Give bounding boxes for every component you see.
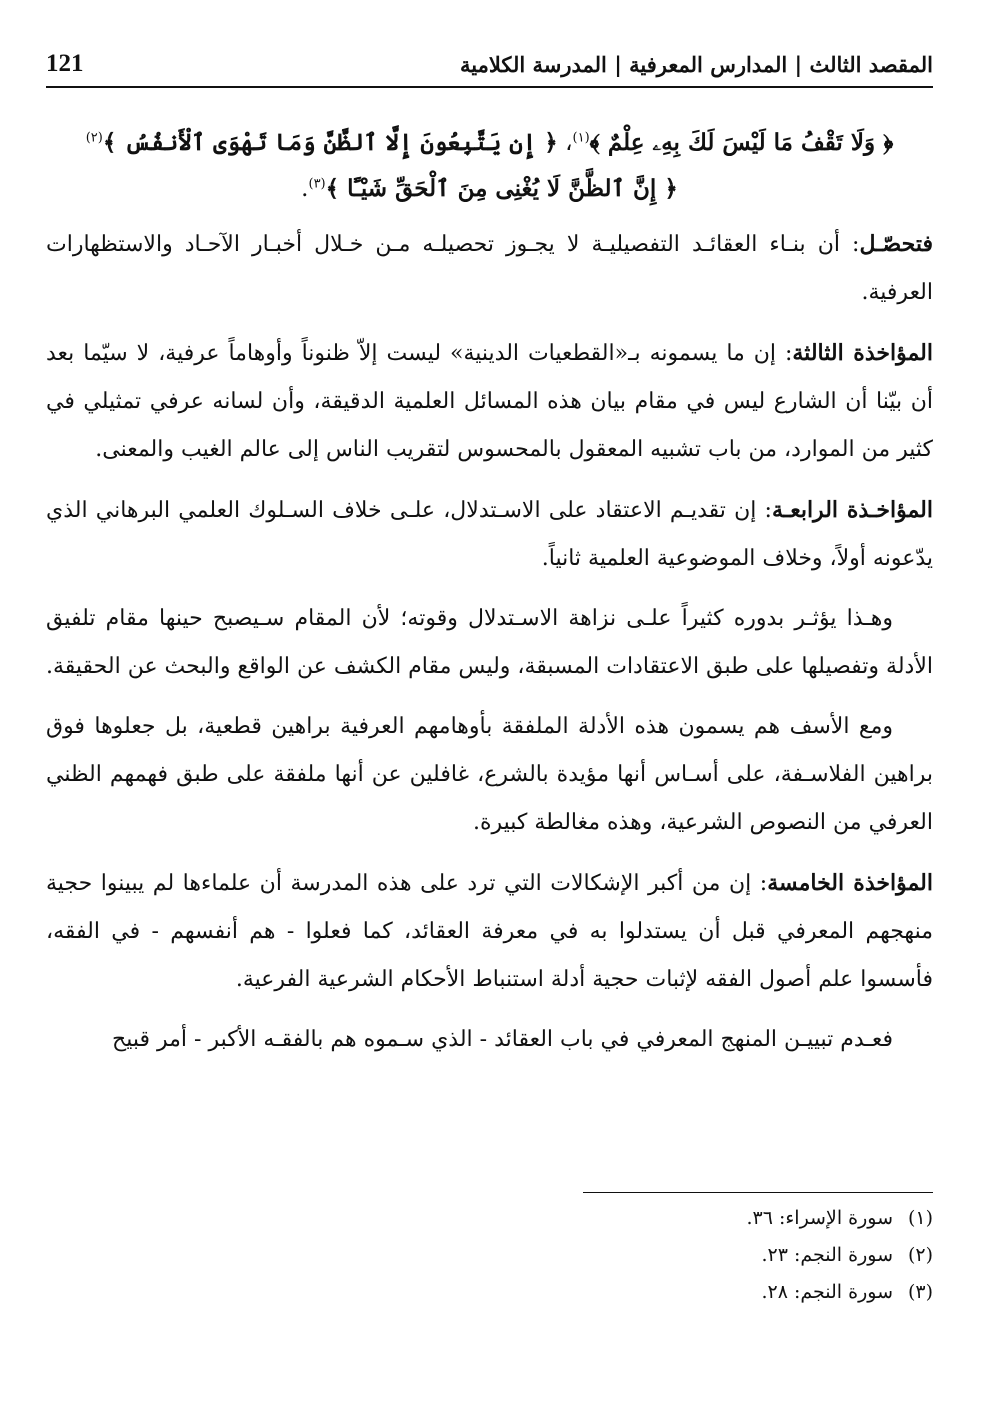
- verse-separator: ،: [565, 130, 573, 156]
- paragraph-lead: فتحصّـل: [859, 231, 933, 257]
- verse-3-ref: (٣): [308, 176, 326, 192]
- paragraph: [46, 329, 933, 474]
- paragraph: [46, 1016, 933, 1064]
- paragraph: [46, 703, 933, 847]
- paragraph-lead: المؤاخـذة الرابعـة: [771, 497, 933, 523]
- paragraph-text: : إن ما يسمونه بـ«القطعيات الدينية» ليست إلاّ ظنوناً وأوهاماً عرفية، لا سيّما بعد أن بيّنا أن الشارع ليس في مقام بيان هذه المسائل العلمية الدقيقة، وأن لسانه عرفي تمثيلي في كثير من الموارد، من باب تشبيه المعقول بالمحسوس لتقريب الناس إلى عالم الغيب والمعنى.: [46, 341, 933, 462]
- verse-2-ref: (٢): [85, 130, 103, 146]
- paragraph: [46, 486, 933, 583]
- paragraph-text: وهـذا يؤثـر بدوره كثيراً علـى نزاهة الاسـتدلال وقوته؛ لأن المقام سـيصبح حينها مقام تلفيق الأدلة وتفصيلها على طبق الاعتقادات المسبقة، وليس مقام الكشف عن الواقع والبحث عن الحقيقة.: [46, 606, 933, 679]
- verse-1: ﴿ وَلَا تَقْفُ مَا لَيْسَ لَكَ بِهِۦ عِلْمٌ ﴾: [589, 129, 894, 156]
- footnote: [233, 1274, 933, 1311]
- paragraph: [46, 595, 933, 691]
- footnote: [233, 1237, 933, 1274]
- footnotes: [233, 1200, 933, 1311]
- footnote: [233, 1200, 933, 1237]
- verse-1-ref: (١): [572, 130, 590, 146]
- paragraph-text: : إن تقديـم الاعتقاد على الاسـتدلال، علـى خلاف السـلوك العلمي البرهاني الذي يدّعونه أولاً، وخلاف الموضوعية العلمية ثانياً.: [46, 498, 933, 571]
- running-title: المقصد الثالث | المدارس المعرفية | المدرسة الكلامية: [459, 51, 933, 77]
- page-number: 121: [46, 50, 84, 77]
- verse-end: .: [301, 176, 309, 202]
- page-header: [46, 42, 933, 88]
- quran-verses: [46, 120, 933, 212]
- verse-2: ﴿ إِن يَتَّبِعُونَ إِلَّا ٱلظَّنَّ وَمَا تَهْوَى ٱلْأَنفُسُ ﴾: [102, 129, 558, 156]
- paragraph: [46, 220, 933, 317]
- paragraph: [46, 859, 933, 1004]
- footnote-text: سورة النجم: ٢٣.: [761, 1244, 893, 1266]
- footnote-text: سورة النجم: ٢٨.: [761, 1281, 893, 1303]
- footnote-number: (٣): [907, 1281, 933, 1303]
- footnote-text: سورة الإسراء: ٣٦.: [746, 1207, 893, 1229]
- paragraph-text: فعـدم تبييـن المنهج المعرفي في باب العقائد - الذي سـموه هم بالفقـه الأكبر - أمر قبيح: [112, 1027, 893, 1052]
- paragraph-text: : أن بنـاء العقائـد التفصيليـة لا يجـوز تحصيلـه مـن خـلال أخبـار الآحـاد والاستظهارات العرفية.: [46, 232, 933, 305]
- footnote-number: (٢): [907, 1244, 933, 1266]
- footnote-number: (١): [907, 1207, 933, 1229]
- page-body: [46, 120, 933, 1076]
- paragraph-text: ومع الأسف هم يسمون هذه الأدلة الملفقة بأوهامهم العرفية براهين قطعية، بل جعلوها فوق براهين الفلاسـفة، على أسـاس أنها مؤيدة بالشرع، غافلين عن أنها ملفقة على طبق فهمهم الظني العرفي من النصوص الشرعية، وهذه مغالطة كبيرة.: [46, 714, 933, 835]
- paragraph-lead: المؤاخذة الخامسة: [767, 870, 933, 896]
- paragraph-text: : إن من أكبر الإشكالات التي ترد على هذه المدرسة أن علماءها لم يبينوا حجية منهجهم المعرفي قبل أن يستدلوا به في معرفة العقائد، كما فعلوا - هم أنفسهم - في الفقه، فأسسوا علم أصول الفقه لإثبات حجية أدلة استنباط الأحكام الشرعية الفرعية.: [46, 871, 933, 992]
- footnote-divider: [583, 1192, 933, 1193]
- paragraph-lead: المؤاخذة الثالثة: [792, 340, 933, 366]
- verse-3: ﴿ إِنَّ ٱلظَّنَّ لَا يُغْنِى مِنَ ٱلْحَقِّ شَيْـًٔا ﴾: [325, 175, 678, 202]
